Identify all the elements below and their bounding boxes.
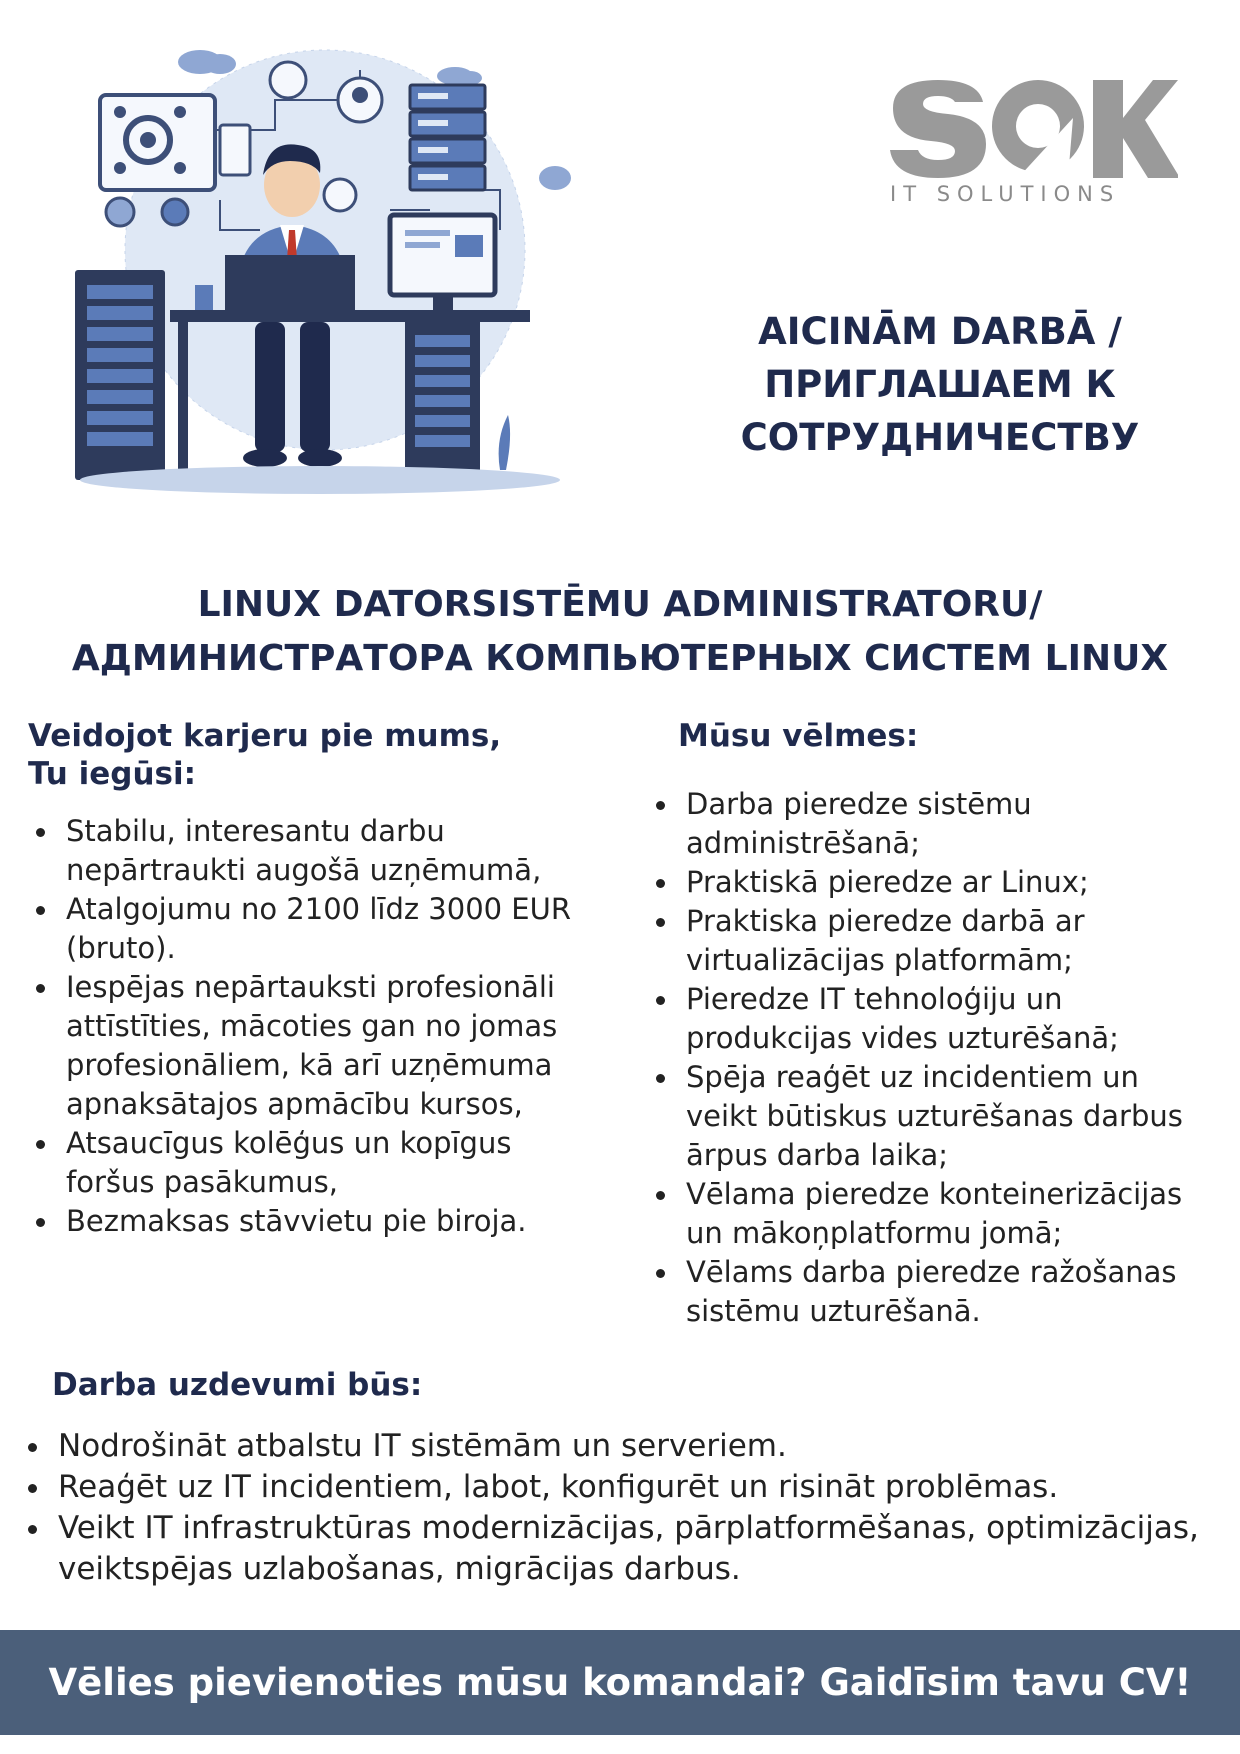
list-item: Atsaucīgus kolēģus un kopīgus foršus pasākumus, xyxy=(28,1124,608,1202)
logo-subtitle: IT SOLUTIONS xyxy=(890,182,1121,206)
list-item: Iespējas nepārtauksti profesionāli attīstīties, mācoties gan no jomas profesionāliem, kā arī uzņēmuma apnaksātajos apmācību kursos, xyxy=(28,968,608,1124)
list-item: Veikt IT infrastruktūras modernizācijas, pārplatformēšanas, optimizācijas, veiktspējas uzlabošanas, migrācijas darbus. xyxy=(20,1508,1200,1590)
list-item: Darba pieredze sistēmu administrēšanā; xyxy=(648,785,1213,863)
it-admin-illustration xyxy=(60,40,580,540)
position-title-line: LINUX DATORSISTĒMU ADMINISTRATORU/ xyxy=(197,584,1043,625)
sok-logo xyxy=(888,78,1178,208)
list-item: Stabilu, interesantu darbu nepārtraukti augošā uzņēmumā, xyxy=(28,812,608,890)
list-item: Bezmaksas stāvvietu pie biroja. xyxy=(28,1202,608,1241)
wishes-list xyxy=(648,785,1213,1331)
cta-text: Vēlies pievienoties mūsu komandai? Gaidīsim tavu CV! xyxy=(48,1661,1192,1704)
offer-heading xyxy=(28,717,501,793)
list-item: Praktiskā pieredze ar Linux; xyxy=(648,863,1213,902)
list-item: Reaģēt uz IT incidentiem, labot, konfigurēt un risināt problēmas. xyxy=(20,1467,1200,1508)
position-title xyxy=(0,578,1240,686)
list-item: Vēlams darba pieredze ražošanas sistēmu uzturēšanā. xyxy=(648,1253,1213,1331)
invitation-line: СОТРУДНИЧЕСТВУ xyxy=(740,416,1140,459)
invitation-line: ПРИГЛАШАЕМ К xyxy=(764,363,1116,406)
list-item: Spēja reaģēt uz incidentiem un veikt būtiskus uzturēšanas darbus ārpus darba laika; xyxy=(648,1058,1213,1175)
position-title-line: АДМИНИСТРАТОРА КОМПЬЮТЕРНЫХ СИСТЕМ LINUX xyxy=(71,638,1169,679)
wishes-heading: Mūsu vēlmes: xyxy=(678,718,919,754)
list-item: Atalgojumu no 2100 līdz 3000 EUR (bruto). xyxy=(28,890,608,968)
list-item: Pieredze IT tehnoloģiju un produkcijas vides uzturēšanā; xyxy=(648,980,1213,1058)
invitation-heading xyxy=(690,305,1190,464)
offer-heading-line: Tu iegūsi: xyxy=(28,756,196,792)
list-item: Nodrošināt atbalstu IT sistēmām un serveriem. xyxy=(20,1426,1200,1467)
offer-list xyxy=(28,812,608,1241)
offer-heading-line: Veidojot karjeru pie mums, xyxy=(28,718,502,754)
invitation-line: AICINĀM DARBĀ / xyxy=(758,310,1122,353)
tasks-list xyxy=(20,1426,1200,1590)
tasks-heading: Darba uzdevumi būs: xyxy=(52,1367,423,1403)
list-item: Praktiska pieredze darbā ar virtualizācijas platformām; xyxy=(648,902,1213,980)
list-item: Vēlama pieredze konteinerizācijas un mākoņplatformu jomā; xyxy=(648,1175,1213,1253)
cta-banner xyxy=(0,1630,1240,1735)
